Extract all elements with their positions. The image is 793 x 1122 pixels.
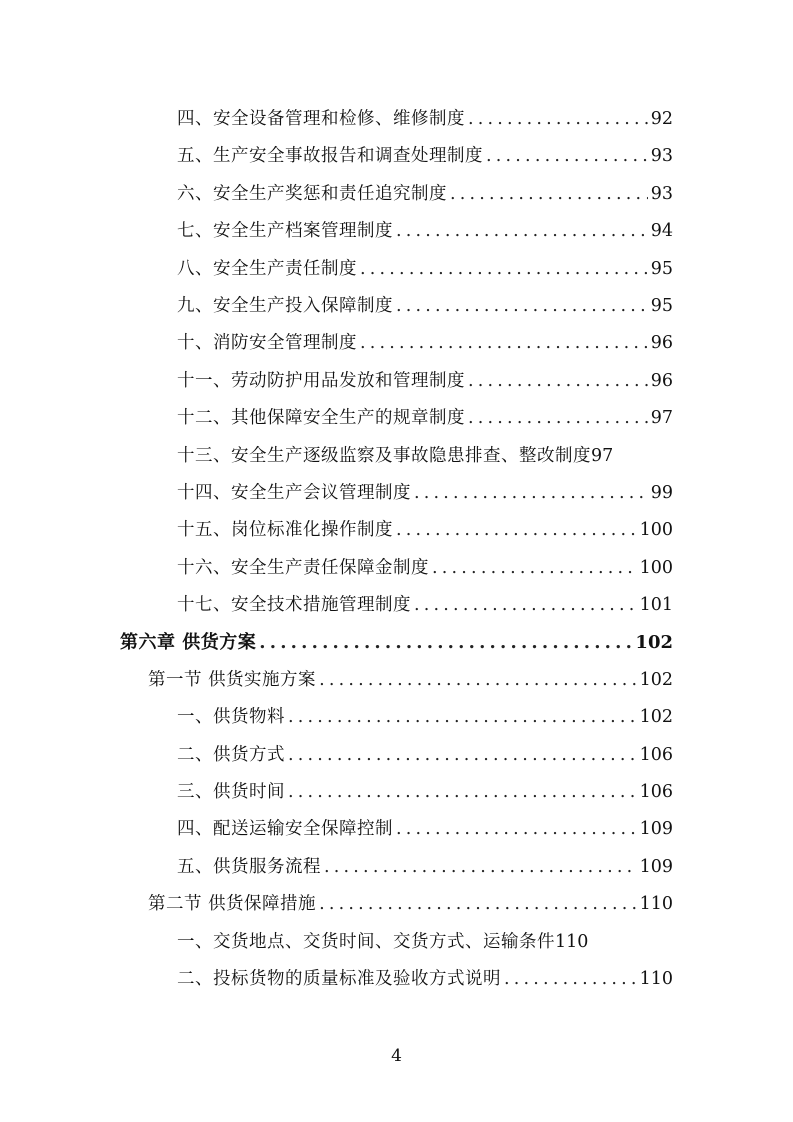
toc-entry[interactable] <box>0 288 793 325</box>
toc-entry[interactable] <box>0 138 793 175</box>
dot-leader <box>450 176 648 213</box>
toc-entry-page-number: 106 <box>639 782 673 803</box>
toc-entry-title: 十七、安全技术措施管理制度 <box>177 595 411 616</box>
toc-entry-page-number: 109 <box>639 819 673 840</box>
toc-entry[interactable] <box>0 699 793 736</box>
dot-leader <box>396 213 648 250</box>
dot-leader <box>468 400 648 437</box>
dot-leader <box>468 101 648 138</box>
toc-entry[interactable] <box>0 475 793 512</box>
toc-entry[interactable] <box>0 101 793 138</box>
dot-leader <box>468 363 648 400</box>
toc-entry-title: 四、配送运输安全保障控制 <box>177 819 393 840</box>
toc-entry[interactable] <box>0 213 793 250</box>
dot-leader <box>360 251 648 288</box>
dot-leader <box>288 774 637 811</box>
dot-leader <box>319 886 637 923</box>
toc-entry[interactable] <box>0 251 793 288</box>
toc-entry-page-number: 102 <box>635 632 673 654</box>
toc-entry-page-number: 106 <box>639 744 673 765</box>
toc-entry[interactable] <box>0 438 793 475</box>
dot-leader <box>396 811 637 848</box>
toc-entry-page-number: 95 <box>650 258 673 279</box>
dot-leader <box>324 849 637 886</box>
toc-entry-title: 十六、安全生产责任保障金制度 <box>177 557 429 578</box>
toc-entry[interactable] <box>0 961 793 998</box>
dot-leader <box>396 512 637 549</box>
toc-entry-title: 第二节 供货保障措施 <box>148 894 317 915</box>
toc-entry[interactable] <box>0 774 793 811</box>
toc-entry-title: 第一节 供货实施方案 <box>148 669 317 690</box>
toc-entry-page-number: 101 <box>639 595 673 616</box>
toc-entry-page-number: 97 <box>591 445 614 466</box>
toc-entry-title: 八、安全生产责任制度 <box>177 258 357 279</box>
toc-entry[interactable] <box>0 886 793 923</box>
toc-entry-title: 六、安全生产奖惩和责任追究制度 <box>177 183 447 204</box>
toc-entry-title: 七、安全生产档案管理制度 <box>177 221 393 242</box>
toc-entry-title: 九、安全生产投入保障制度 <box>177 295 393 316</box>
toc-entry-page-number: 92 <box>650 109 673 129</box>
toc-entry[interactable] <box>0 737 793 774</box>
dot-leader <box>360 325 648 362</box>
toc-entry-title: 二、投标货物的质量标准及验收方式说明 <box>177 968 501 989</box>
toc-entry[interactable] <box>0 924 793 961</box>
toc-entry-title: 一、交货地点、交货时间、交货方式、运输条件 <box>177 931 555 952</box>
dot-leader <box>414 475 648 512</box>
toc-entry-page-number: 94 <box>650 221 673 242</box>
toc-entry-title: 十、消防安全管理制度 <box>177 333 357 354</box>
toc-entry-page-number: 96 <box>650 333 673 354</box>
toc-entry-title: 十四、安全生产会议管理制度 <box>177 482 411 503</box>
toc-entry-page-number: 95 <box>650 295 673 316</box>
toc-entry[interactable] <box>0 624 793 661</box>
page-number: 4 <box>391 1046 402 1066</box>
toc-entry-page-number: 93 <box>650 183 673 204</box>
table-of-contents <box>0 101 793 998</box>
toc-entry-page-number: 102 <box>639 669 673 690</box>
toc-entry-page-number: 93 <box>650 146 673 167</box>
dot-leader <box>288 737 637 774</box>
toc-entry-page-number: 100 <box>639 520 673 541</box>
toc-entry-title: 第六章 供货方案 <box>120 632 257 654</box>
toc-entry-title: 一、供货物料 <box>177 707 285 728</box>
toc-entry[interactable] <box>0 662 793 699</box>
dot-leader <box>396 288 648 325</box>
toc-entry-title: 二、供货方式 <box>177 744 285 765</box>
toc-entry[interactable] <box>0 325 793 362</box>
toc-entry[interactable] <box>0 400 793 437</box>
toc-entry[interactable] <box>0 363 793 400</box>
toc-entry-page-number: 96 <box>650 370 673 391</box>
toc-entry-page-number: 99 <box>650 482 673 503</box>
toc-entry[interactable] <box>0 550 793 587</box>
dot-leader <box>504 961 637 998</box>
toc-entry[interactable] <box>0 176 793 213</box>
toc-entry-title: 三、供货时间 <box>177 782 285 803</box>
toc-entry-page-number: 110 <box>639 968 673 989</box>
toc-entry-page-number: 102 <box>639 707 673 728</box>
toc-entry-page-number: 109 <box>639 856 673 877</box>
dot-leader <box>414 587 637 624</box>
dot-leader <box>486 138 648 175</box>
toc-entry-page-number: 110 <box>639 894 673 915</box>
toc-entry-page-number: 100 <box>639 557 673 578</box>
dot-leader <box>319 662 637 699</box>
dot-leader <box>259 624 632 661</box>
dot-leader <box>288 699 637 736</box>
toc-entry-page-number: 97 <box>650 408 673 429</box>
toc-entry-page-number: 110 <box>555 931 589 952</box>
toc-entry-title: 五、供货服务流程 <box>177 856 321 877</box>
toc-entry[interactable] <box>0 587 793 624</box>
toc-entry-title: 十一、劳动防护用品发放和管理制度 <box>177 370 465 391</box>
toc-entry[interactable] <box>0 811 793 848</box>
toc-entry-title: 四、安全设备管理和检修、维修制度 <box>177 109 465 129</box>
dot-leader <box>432 550 637 587</box>
toc-entry-title: 十三、安全生产逐级监察及事故隐患排查、整改制度 <box>177 445 591 466</box>
toc-entry-title: 五、生产安全事故报告和调查处理制度 <box>177 146 483 167</box>
toc-entry-title: 十五、岗位标准化操作制度 <box>177 520 393 541</box>
toc-entry-title: 十二、其他保障安全生产的规章制度 <box>177 408 465 429</box>
toc-entry[interactable] <box>0 512 793 549</box>
toc-entry[interactable] <box>0 849 793 886</box>
